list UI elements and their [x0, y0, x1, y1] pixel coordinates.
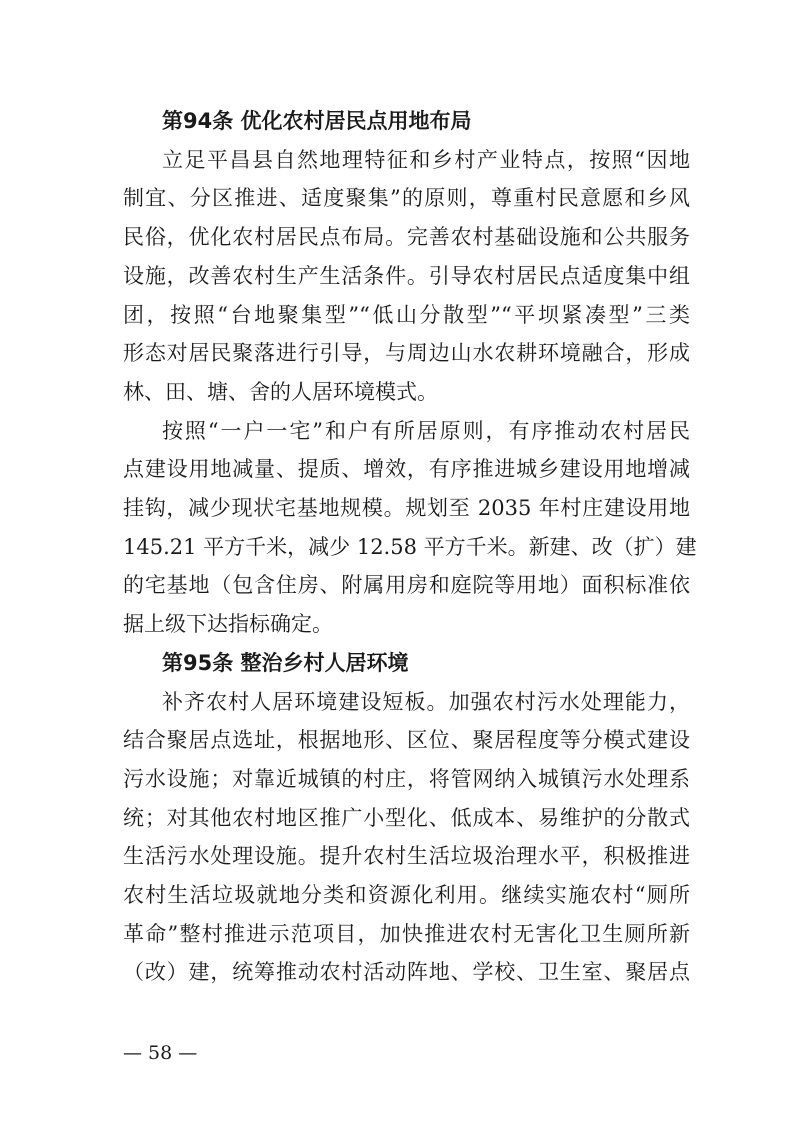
paragraph-line: 污水设施；对靠近城镇的村庄，将管网纳入城镇污水处理系 [123, 766, 690, 791]
paragraph-line: 统；对其他农村地区推广小型化、低成本、易维护的分散式 [123, 805, 690, 830]
paragraph-line: 的宅基地（包含住房、附属用房和庭院等用地）面积标准依 [123, 573, 690, 598]
paragraph-line: 农村生活垃圾就地分类和资源化利用。继续实施农村“厕所 [123, 883, 690, 907]
paragraph-line: 145.21 平方千米，减少 12.58 平方千米。新建、改（扩）建 [123, 534, 697, 559]
page-number: — 58 — [123, 1042, 198, 1064]
article-heading: 第95条 整治乡村人居环境 [162, 650, 409, 675]
paragraph-line: 补齐农村人居环境建设短板。加强农村污水处理能力， [162, 689, 690, 714]
paragraph-line: 生活污水处理设施。提升农村生活垃圾治理水平，积极推进 [123, 844, 690, 869]
article-heading: 第94条 优化农村居民点用地布局 [162, 109, 472, 133]
paragraph-line: 结合聚居点选址，根据地形、区位、聚居程度等分模式建设 [123, 728, 690, 753]
paragraph-line: 革命”整村推进示范项目，加快推进农村无害化卫生厕所新 [123, 921, 690, 946]
paragraph-line: 形态对居民聚落进行引导，与周边山水农耕环境融合，形成 [123, 341, 690, 366]
paragraph-line: （改）建，统筹推动农村活动阵地、学校、卫生室、聚居点 [123, 960, 690, 985]
paragraph-line: 点建设用地减量、提质、增效，有序推进城乡建设用地增减 [123, 457, 690, 482]
paragraph-line: 制宜、分区推进、适度聚集”的原则，尊重村民意愿和乡风 [123, 186, 690, 211]
paragraph-line: 立足平昌县自然地理特征和乡村产业特点，按照“因地 [162, 147, 690, 172]
paragraph-line: 挂钩，减少现状宅基地规模。规划至 2035 年村庄建设用地 [123, 496, 690, 520]
paragraph-line: 林、田、塘、舍的人居环境模式。 [123, 379, 438, 404]
paragraph-line: 据上级下达指标确定。 [123, 612, 333, 637]
paragraph-line: 按照“一户一宅”和户有所居原则，有序推动农村居民 [162, 418, 690, 443]
paragraph-line: 民俗，优化农村居民点布局。完善农村基础设施和公共服务 [123, 225, 690, 250]
paragraph-line: 团，按照“台地聚集型”“低山分散型”“平坝紧凑型”三类 [123, 302, 690, 327]
paragraph-line: 设施，改善农村生产生活条件。引导农村居民点适度集中组 [123, 263, 690, 288]
